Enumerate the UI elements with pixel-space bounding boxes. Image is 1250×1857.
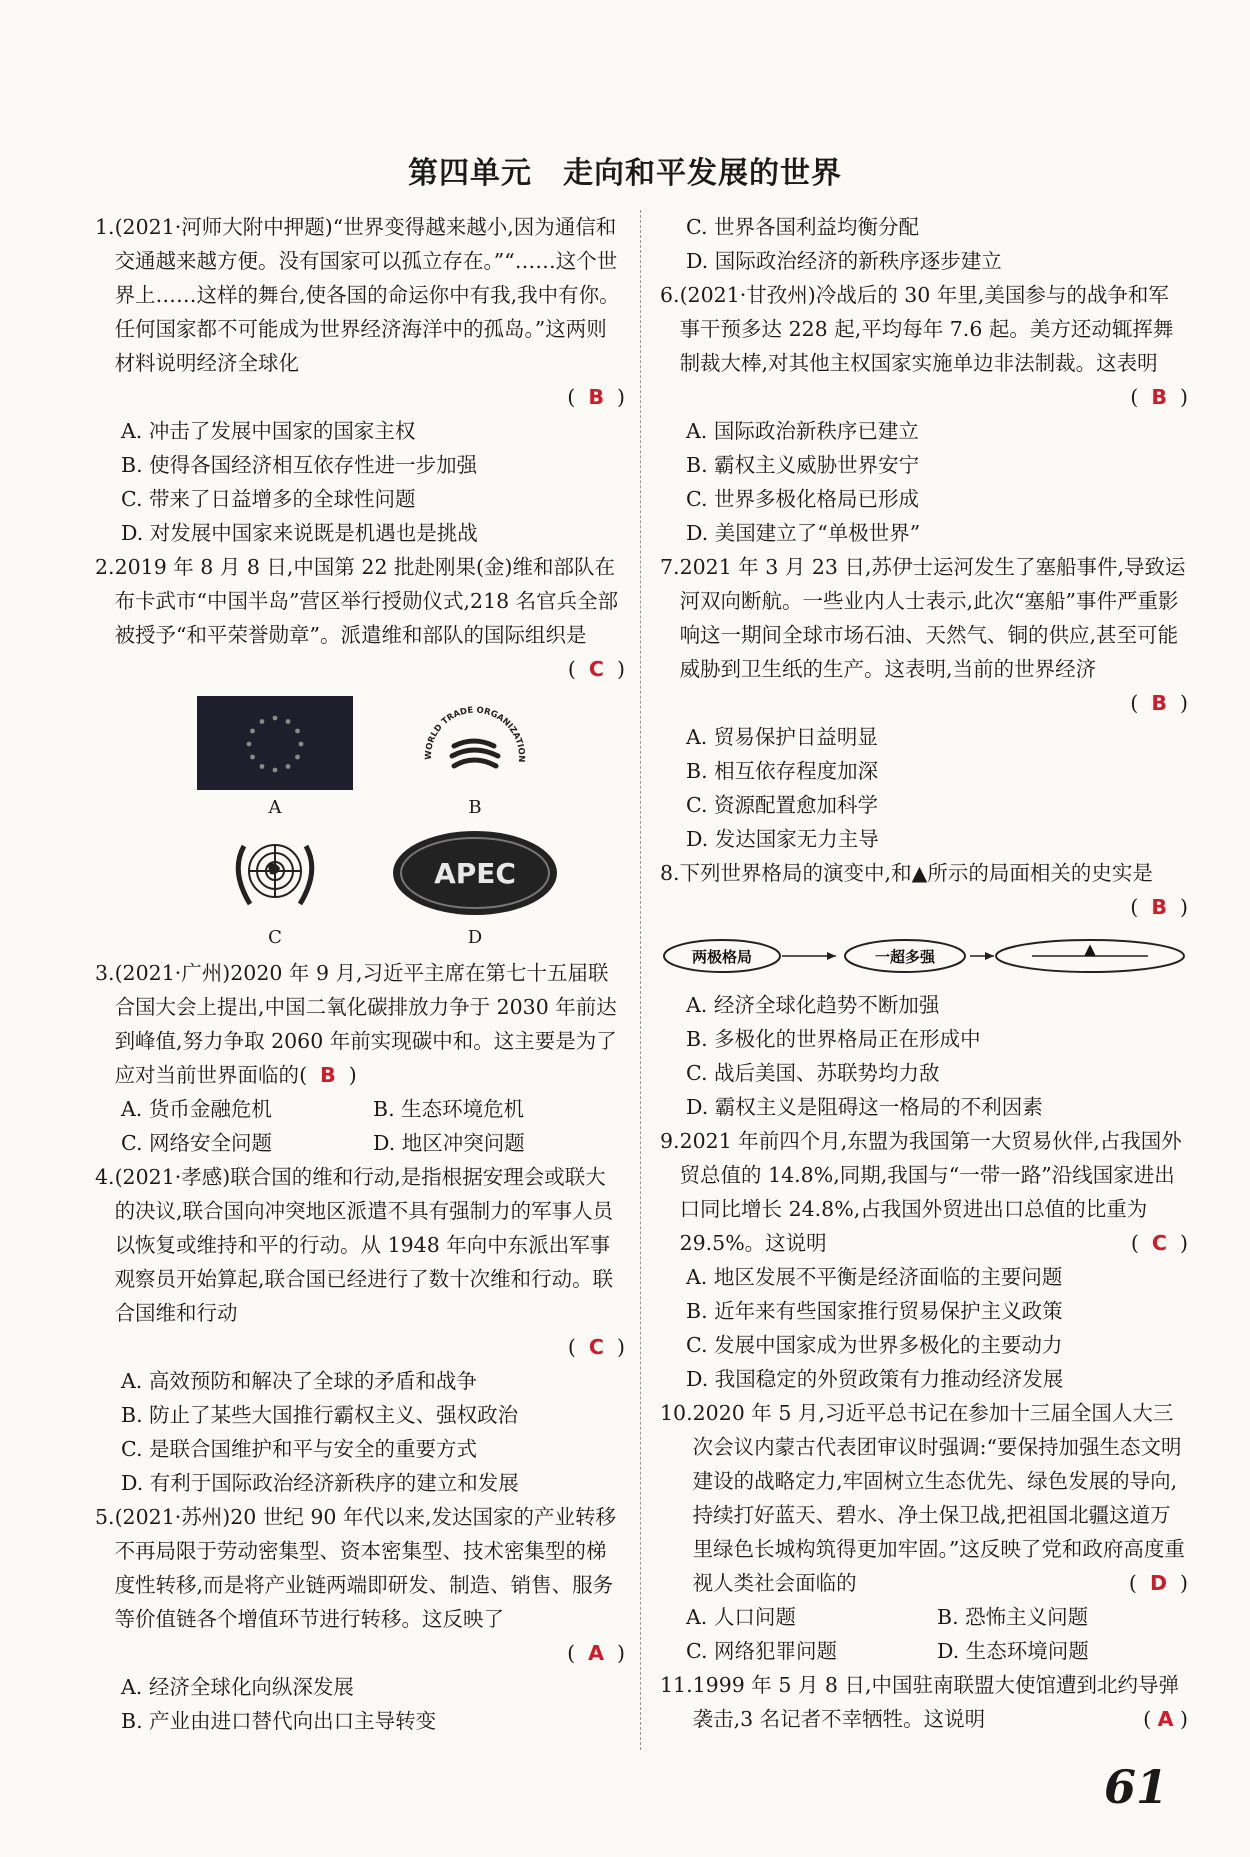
option: C. 发展中国家成为世界多极化的主要动力 <box>686 1333 1063 1357</box>
diagram-box-bipolar: 两极格局 <box>691 948 753 966</box>
diagram-box-one-superpower: 一超多强 <box>874 948 936 966</box>
question-number: 10. <box>660 1401 693 1425</box>
figure-un-emblem <box>175 826 375 950</box>
option-row <box>95 1126 625 1160</box>
question-stem: 1999 年 5 月 8 日,中国驻南联盟大使馆遭到北约导弹袭击,3 名记者不幸牺牲。这说明 <box>692 1673 1179 1731</box>
option: D. 我国稳定的外贸政策有力推动经济发展 <box>686 1367 1064 1391</box>
question-2 <box>95 550 625 950</box>
question-number: 8. <box>660 861 680 885</box>
answer-letter: B <box>588 385 604 409</box>
answer-bracket: ( C ) <box>1130 1231 1188 1255</box>
question-stem: (2021·广州)2020 年 9 月,习近平主席在第七十五届联合国大会上提出,中国二氧化碳排放力争于 2030 年前达到峰值,努力争取 2060 年前实现碳中和。这主要是为了应对当前世界面临的 <box>114 961 617 1087</box>
answer-bracket: ( C ) <box>567 1335 625 1359</box>
wto-logo-text: WORLD TRADE ORGANIZATION <box>423 705 527 763</box>
option: B. 使得各国经济相互依存性进一步加强 <box>121 453 478 477</box>
question-stem: (2021·孝感)联合国的维和行动,是指根据安理会或联大的决议,联合国向冲突地区派遣不具有强制力的军事人员以恢复或维持和平的行动。从 1948 年向中东派出军事观察员开始算起,联合国已经进行了数十次维和行动。联合国维和行动 <box>114 1165 614 1325</box>
answer-letter: A <box>588 1641 604 1665</box>
question-number: 2. <box>95 555 115 579</box>
page-title: 第四单元 走向和平发展的世界 <box>408 156 842 191</box>
figure-label: D <box>467 927 483 948</box>
option: C. 世界各国利益均衡分配 <box>686 215 919 239</box>
option: B. 产业由进口替代向出口主导转变 <box>121 1709 437 1733</box>
option: B. 多极化的世界格局正在形成中 <box>686 1027 981 1051</box>
option: A. 经济全球化趋势不断加强 <box>686 993 940 1017</box>
question-5 <box>95 1500 625 1738</box>
option: A. 国际政治新秩序已建立 <box>686 419 919 443</box>
question-stem: 下列世界格局的演变中,和▲所示的局面相关的史实是 <box>679 861 1153 885</box>
figure-label: B <box>468 797 482 818</box>
un-emblem-icon <box>220 826 330 920</box>
question-stem: (2021·甘孜州)冷战后的 30 年里,美国参与的战争和军事干预多达 228 起,平均每年 7.6 起。美方还动辄挥舞制裁大棒,对其他主权国家实施单边非法制裁。这表明 <box>679 283 1174 375</box>
option: D. 发达国家无力主导 <box>686 827 879 851</box>
option: D. 美国建立了“单极世界” <box>686 521 921 545</box>
option-row <box>660 1600 1188 1634</box>
world-pattern-diagram <box>660 930 1188 982</box>
option: C. 带来了日益增多的全球性问题 <box>121 487 416 511</box>
question-5-continued <box>660 210 1188 278</box>
option: D. 生态环境问题 <box>937 1639 1089 1663</box>
eu-flag-icon <box>197 696 353 790</box>
question-stem: (2021·河师大附中押题)“世界变得越来越小,因为通信和交通越来越方便。没有国家可以孤立存在。”“……这个世界上……这样的舞台,使各国的命运你中有我,我中有你。任何国家都不可能成为世界经济海洋中的孤岛。”这两则材料说明经济全球化 <box>114 215 620 375</box>
option: A. 货币金融危机 <box>121 1097 272 1121</box>
option: C. 资源配置愈加科学 <box>686 793 878 817</box>
answer-letter: C <box>1151 1231 1167 1255</box>
answer-bracket: ( B ) <box>567 385 625 409</box>
answer-bracket: ( B ) <box>1130 691 1188 715</box>
option: A. 人口问题 <box>686 1605 796 1629</box>
question-number: 7. <box>660 555 680 579</box>
pattern-flow-diagram <box>660 930 1188 982</box>
question-8 <box>660 856 1188 1124</box>
option: A. 冲击了发展中国家的国家主权 <box>121 419 416 443</box>
question-9 <box>660 1124 1188 1396</box>
question-7 <box>660 550 1188 856</box>
answer-bracket: ( B ) <box>1130 895 1188 919</box>
option: C. 网络犯罪问题 <box>686 1639 837 1663</box>
option: A. 贸易保护日益明显 <box>686 725 878 749</box>
figure-wto-logo <box>375 696 575 820</box>
answer-letter: C <box>588 657 604 681</box>
question-4 <box>95 1160 625 1500</box>
option: B. 霸权主义威胁世界安宁 <box>686 453 920 477</box>
apec-logo-text: APEC <box>434 857 516 890</box>
answer-bracket: ( B ) <box>299 1063 357 1087</box>
figure-label: C <box>268 927 282 948</box>
question-stem: (2021·苏州)20 世纪 90 年代以来,发达国家的产业转移不再局限于劳动密集型、资本密集型、技术密集型的梯度性转移,而是将产业链两端即研发、制造、销售、服务等价值链各个增值环节进行转移。这反映了 <box>114 1505 616 1631</box>
question-number: 5. <box>95 1505 115 1529</box>
organization-figures <box>175 696 575 950</box>
question-3 <box>95 956 625 1160</box>
question-stem: 2020 年 5 月,习近平总书记在参加十三届全国人大三次会议内蒙古代表团审议时强调:“要保持加强生态文明建设的战略定力,牢固树立生态优先、绿色发展的导向,持续打好蓝天、碧水、净土保卫战,把祖国北疆这道万里绿色长城构筑得更加牢固。”这反映了党和政府高度重视人类社会面临的 <box>692 1401 1185 1595</box>
option: B. 恐怖主义问题 <box>937 1605 1089 1629</box>
answer-bracket: ( C ) <box>567 657 625 681</box>
apec-logo-icon <box>390 826 560 920</box>
left-column <box>95 210 625 1738</box>
option: C. 网络安全问题 <box>121 1131 272 1155</box>
option: D. 国际政治经济的新秩序逐步建立 <box>686 249 1002 273</box>
option: C. 世界多极化格局已形成 <box>686 487 919 511</box>
option: B. 近年来有些国家推行贸易保护主义政策 <box>686 1299 1063 1323</box>
question-number: 9. <box>660 1129 680 1153</box>
option: D. 对发展中国家来说既是机遇也是挑战 <box>121 521 478 545</box>
option: A. 地区发展不平衡是经济面临的主要问题 <box>686 1265 1063 1289</box>
diagram-box-triangle: ▲ <box>1084 940 1096 958</box>
question-6 <box>660 278 1188 550</box>
answer-letter: B <box>1151 385 1167 409</box>
answer-bracket: ( B ) <box>1130 385 1188 409</box>
option: D. 地区冲突问题 <box>373 1131 525 1155</box>
answer-letter: D <box>1149 1571 1167 1595</box>
option-row <box>95 1092 625 1126</box>
answer-bracket: ( A ) <box>567 1641 625 1665</box>
answer-letter: B <box>1151 895 1167 919</box>
option: A. 经济全球化向纵深发展 <box>121 1675 354 1699</box>
option: C. 是联合国维护和平与安全的重要方式 <box>121 1437 477 1461</box>
option-row <box>660 1634 1188 1668</box>
answer-letter: C <box>588 1335 604 1359</box>
question-1 <box>95 210 625 550</box>
question-11 <box>660 1668 1188 1736</box>
answer-letter: A <box>1157 1707 1174 1731</box>
question-number: 4. <box>95 1165 115 1189</box>
right-column <box>660 210 1188 1736</box>
question-number: 3. <box>95 961 115 985</box>
answer-letter: B <box>1151 691 1167 715</box>
figure-apec-logo <box>375 826 575 950</box>
figure-eu-flag <box>175 696 375 820</box>
question-10 <box>660 1396 1188 1668</box>
answer-bracket: ( A ) <box>1143 1707 1188 1731</box>
question-stem: 2021 年前四个月,东盟为我国第一大贸易伙伴,占我国外贸总值的 14.8%,同期,我国与“一带一路”沿线国家进出口同比增长 24.8%,占我国外贸进出口总值的比重为 29.5%。这说明 <box>679 1129 1182 1255</box>
page-number: 61 <box>1103 1760 1168 1814</box>
option: D. 有利于国际政治经济新秩序的建立和发展 <box>121 1471 519 1495</box>
column-divider <box>640 210 641 1750</box>
option: B. 相互依存程度加深 <box>686 759 879 783</box>
svg-text:WORLD TRADE ORGANIZATION <box>424 706 526 763</box>
option: D. 霸权主义是阻碍这一格局的不利因素 <box>686 1095 1043 1119</box>
answer-bracket: ( D ) <box>1128 1571 1188 1595</box>
question-number: 1. <box>95 215 115 239</box>
figure-label: A <box>268 797 282 818</box>
wto-logo-icon <box>410 696 540 790</box>
question-number: 11. <box>660 1673 693 1697</box>
question-stem: 2019 年 8 月 8 日,中国第 22 批赴刚果(金)维和部队在布卡武市“中国半岛”营区举行授勋仪式,218 名官兵全部被授予“和平荣誉勋章”。派遣维和部队的国际组织是 <box>114 555 619 647</box>
question-stem: 2021 年 3 月 23 日,苏伊士运河发生了塞船事件,导致运河双向断航。一些业内人士表示,此次“塞船”事件严重影响这一期间全球市场石油、天然气、铜的供应,甚至可能威胁到卫生纸的生产。这表明,当前的世界经济 <box>679 555 1186 681</box>
answer-letter: B <box>320 1063 336 1087</box>
option: C. 战后美国、苏联势均力敌 <box>686 1061 940 1085</box>
option: A. 高效预防和解决了全球的矛盾和战争 <box>121 1369 477 1393</box>
question-number: 6. <box>660 283 680 307</box>
option: B. 生态环境危机 <box>373 1097 525 1121</box>
option: B. 防止了某些大国推行霸权主义、强权政治 <box>121 1403 519 1427</box>
